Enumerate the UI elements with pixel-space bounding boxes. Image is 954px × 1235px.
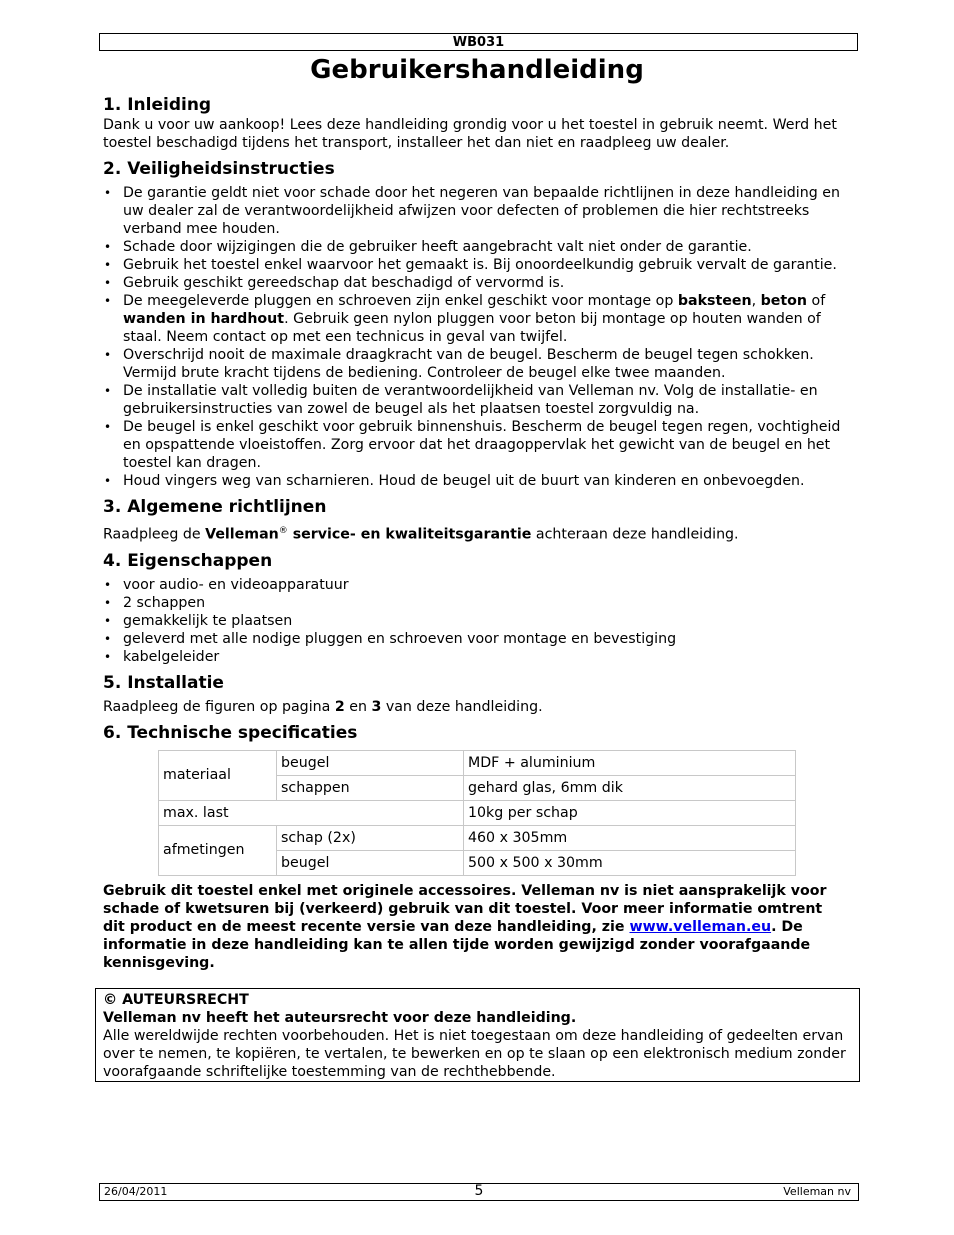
disclaimer-notice xyxy=(103,882,848,972)
table-row xyxy=(159,825,796,850)
table-cell: 10kg per schap xyxy=(464,800,796,825)
item-text: , xyxy=(751,293,761,309)
item-text: De meegeleverde pluggen en schroeven zijn enkel geschikt voor montage op xyxy=(123,293,678,309)
bold-text: 3 xyxy=(371,698,382,715)
footer-company: Velleman nv xyxy=(783,1185,851,1198)
table-cell: beugel xyxy=(277,750,464,775)
list-item: • Houd vingers weg van scharnieren. Houd de beugel uit de buurt van kinderen en onbevoegden. xyxy=(123,472,848,490)
section-heading-installatie: 5. Installatie xyxy=(103,672,224,693)
copyright-title: © AUTEURSRECHT xyxy=(103,992,249,1008)
table-cell: materiaal xyxy=(159,750,277,800)
inleiding-text: Dank u voor uw aankoop! Lees deze handleiding grondig voor u het toestel in gebruik neemt. Werd het toestel beschadigd tijdens het transport, installeer het dan niet en raadpleeg uw dealer. xyxy=(103,117,837,151)
table-cell: max. last xyxy=(159,800,464,825)
bold-text: service- en kwaliteitsgarantie xyxy=(287,526,532,543)
table-cell: 460 x 305mm xyxy=(464,825,796,850)
section-heading-richtlijnen: 3. Algemene richtlijnen xyxy=(103,497,327,517)
bold-text: beton xyxy=(760,293,808,309)
list-item: • De installatie valt volledig buiten de verantwoordelijkheid van Velleman nv. Volg de installatie- en gebruikersinstructies van zowel de beugel als het plaatsen toestel zorgvuldig na. xyxy=(123,382,848,418)
features-list xyxy=(103,576,848,666)
bold-text: 2 xyxy=(334,698,345,715)
copyright-body: Alle wereldwijde rechten voorbehouden. Het is niet toegestaan om deze handleiding of gedeelten ervan over te nemen, te kopiëren, te vertalen, te bewerken en op te slaan op een elektronisch medium zonder voorafgaande schriftelijke toestemming van de rechthebbende. xyxy=(103,1028,846,1080)
table-row xyxy=(159,750,796,775)
list-item: • gemakkelijk te plaatsen xyxy=(123,612,848,630)
list-item: • Overschrijd nooit de maximale draagkracht van de beugel. Bescherm de beugel tegen schokken. Vermijd brute kracht tijdens de bediening. Controleer de beugel elke twee maanden. xyxy=(123,346,848,382)
item-text: of xyxy=(807,293,826,309)
page-title: Gebruikershandleiding xyxy=(310,55,644,85)
safety-list xyxy=(103,184,848,490)
footer-date: 26/04/2011 xyxy=(104,1185,168,1198)
list-item: • 2 schappen xyxy=(123,594,848,612)
list-item: • Gebruik het toestel enkel waarvoor het gemaakt is. Bij onoordeelkundig gebruik vervalt de garantie. xyxy=(123,256,848,274)
table-cell: schap (2x) xyxy=(277,825,464,850)
model-header: WB031 xyxy=(99,33,858,51)
velleman-website-link[interactable]: www.velleman.eu xyxy=(629,918,772,935)
list-item: • De garantie geldt niet voor schade door het negeren van bepaalde richtlijnen in deze handleiding en uw dealer zal de verantwoordelijkheid afwijzen voor defecten of problemen die hier rechtstreeks verband mee houden. xyxy=(123,184,848,238)
text-part: en xyxy=(344,698,372,715)
list-item: • voor audio- en videoapparatuur xyxy=(123,576,848,594)
page-number: 5 xyxy=(474,1183,484,1199)
table-row xyxy=(159,800,796,825)
text-part: achteraan deze handleiding. xyxy=(531,526,739,543)
table-cell: gehard glas, 6mm dik xyxy=(464,775,796,800)
list-item: • Schade door wijzigingen die de gebruiker heeft aangebracht valt niet onder de garantie. xyxy=(123,238,848,256)
text-part: Gebruik dit toestel enkel met originele accessoires. Velleman nv is niet aansprakelijk voor schade of kwetsuren bij (verkeerd) gebruik van dit toestel. Voor meer informatie omtrent dit product en de meest recente versie van deze handleiding, zie xyxy=(103,882,827,935)
registered-mark: ® xyxy=(278,526,288,536)
section-heading-specificaties: 6. Technische specificaties xyxy=(103,722,358,743)
text-part: Raadpleeg de xyxy=(103,526,206,543)
copyright-subtitle: Velleman nv heeft het auteursrecht voor deze handleiding. xyxy=(103,1010,577,1026)
page-footer xyxy=(99,1183,859,1201)
copyright-box xyxy=(95,988,860,1082)
richtlijnen-text xyxy=(103,522,848,544)
list-item: • geleverd met alle nodige pluggen en schroeven voor montage en bevestiging xyxy=(123,630,848,648)
table-cell: 500 x 500 x 30mm xyxy=(464,850,796,875)
brand-name: Velleman xyxy=(205,526,279,543)
list-item: • kabelgeleider xyxy=(123,648,848,666)
table-cell: afmetingen xyxy=(159,825,277,875)
table-cell: MDF + aluminium xyxy=(464,750,796,775)
table-cell: schappen xyxy=(277,775,464,800)
section-heading-eigenschappen: 4. Eigenschappen xyxy=(103,550,273,571)
list-item: • De beugel is enkel geschikt voor gebruik binnenshuis. Bescherm de beugel tegen regen, vochtigheid en opspattende vloeistoffen. Zorg ervoor dat het draagoppervlak het gewicht van de beugel en het toestel kan dragen. xyxy=(123,418,848,472)
list-item xyxy=(123,292,848,346)
section-heading-veiligheid: 2. Veiligheidsinstructies xyxy=(103,159,335,179)
table-cell: beugel xyxy=(277,850,464,875)
manual-content xyxy=(103,94,848,972)
installatie-text xyxy=(103,698,848,716)
bold-text: baksteen xyxy=(677,293,752,309)
text-part: . De informatie in deze handleiding kan te allen tijde worden gewijzigd zonder voorafgaande kennisgeving. xyxy=(103,918,811,971)
section-heading-inleiding: 1. Inleiding xyxy=(103,95,212,115)
item-text: . Gebruik geen nylon pluggen voor beton bij montage op houten wanden of staal. Neem contact op met een technicus in geval van twijfel. xyxy=(123,311,821,345)
specs-table xyxy=(158,750,796,876)
bold-text: wanden in hardhout xyxy=(123,311,285,327)
text-part: Raadpleeg de figuren op pagina xyxy=(103,698,335,715)
text-part: van deze handleiding. xyxy=(381,698,543,715)
list-item: • Gebruik geschikt gereedschap dat beschadigd of vervormd is. xyxy=(123,274,848,292)
